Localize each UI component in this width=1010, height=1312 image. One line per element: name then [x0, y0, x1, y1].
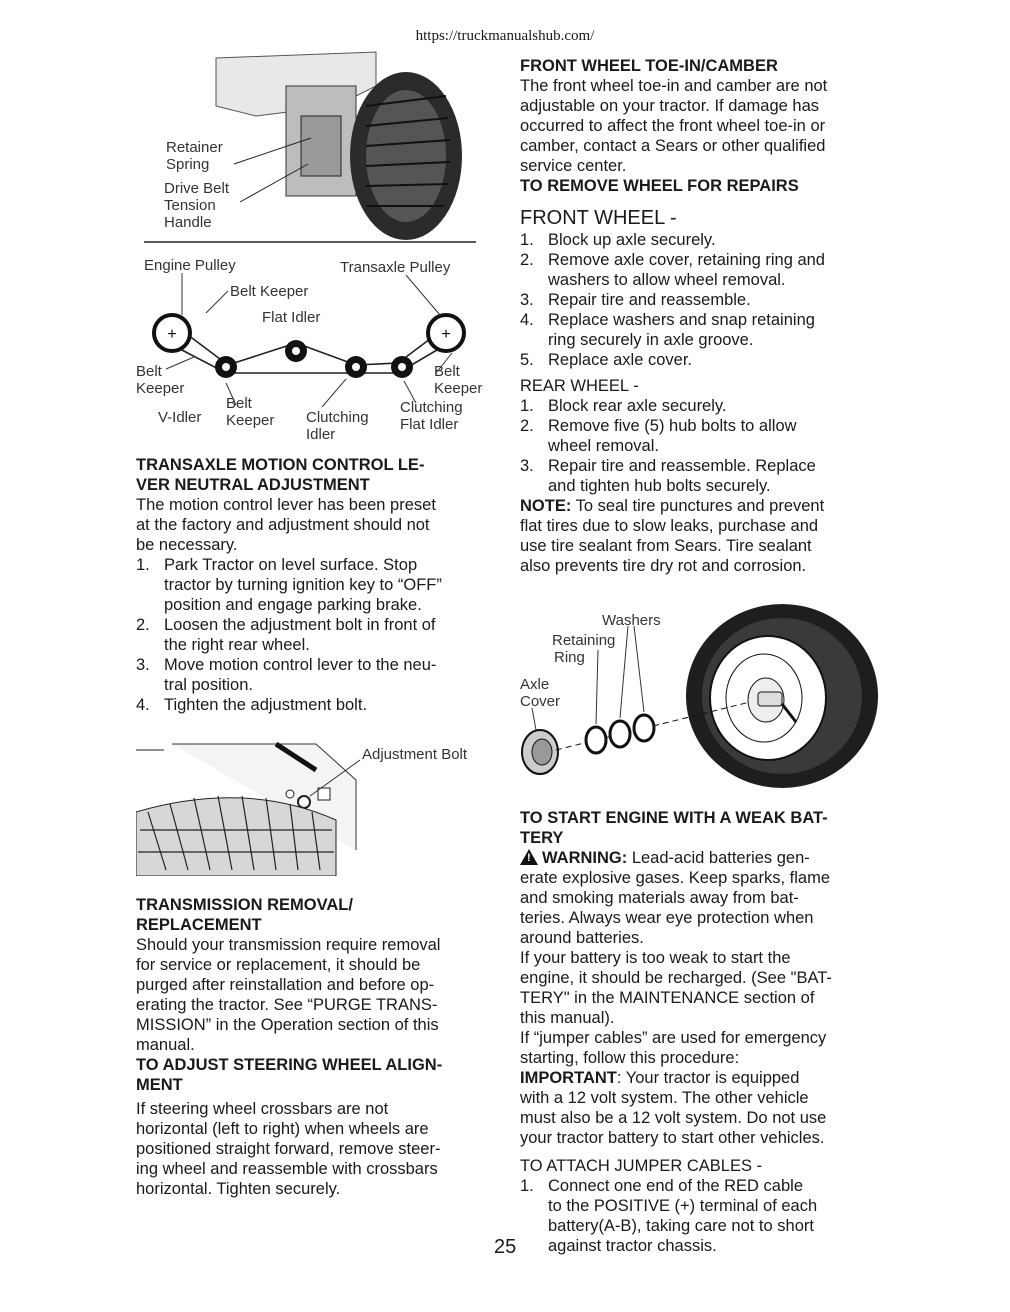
engine-pulley-label: Engine Pulley	[144, 257, 236, 274]
steering-body: If steering wheel crossbars are not horizontal (left to right) when wheels are positioned straight forward, remove steer- ing wheel and reassemble with crossbars horizontal. Tighten securely.	[136, 1100, 441, 1198]
remove-wheel-heading: TO REMOVE WHEEL FOR REPAIRS	[520, 177, 799, 195]
important-label: IMPORTANT	[520, 1069, 617, 1087]
drive-belt-label: Drive Belt Tension Handle	[164, 180, 230, 231]
rear-wheel-title: REAR WHEEL -	[520, 377, 639, 395]
weak-battery-heading: TO START ENGINE WITH A WEAK BAT- TERY	[520, 809, 828, 847]
list-item: 4. Tighten the adjustment bolt.	[136, 696, 368, 714]
clutching-flat-idler-label: Clutching Flat Idler	[400, 399, 463, 433]
list-item: 1. Connect one end of the RED cable to the POSITIVE (+) terminal of each battery(A-B), taking care not to short against tractor chassis.	[520, 1177, 818, 1255]
list-item: 2. Remove five (5) hub bolts to allow wheel removal.	[520, 417, 797, 455]
list-item: 3. Repair tire and reassemble. Replace and tighten hub bolts securely.	[520, 457, 816, 495]
svg-text:+: +	[167, 326, 177, 343]
list-item: 2. Remove axle cover, retaining ring and washers to allow wheel removal.	[520, 251, 825, 289]
v-idler-label: V-Idler	[158, 409, 202, 426]
transmission-heading: TRANSMISSION REMOVAL/ REPLACEMENT	[136, 896, 353, 934]
belt-keeper-left-label: Belt Keeper	[136, 363, 185, 397]
belt-keeper-top-label: Belt Keeper	[230, 283, 309, 300]
washers-label: Washers	[602, 612, 661, 629]
axle-cover-label: Axle Cover	[520, 676, 561, 710]
transaxle-section	[136, 455, 488, 715]
note-paragraph: NOTE: To seal tire punctures and prevent flat tires due to slow leaks, purchase and use tire sealant from Sears. Tire sealant also prevents tire dry rot and corrosion.	[520, 497, 825, 575]
svg-text:+: +	[441, 326, 451, 343]
recharge-paragraph: If your battery is too weak to start the engine, it should be recharged. (See "BAT- TERY" in the MAINTENANCE section of this manual).	[520, 949, 832, 1027]
note-label: NOTE:	[520, 497, 572, 515]
weak-battery-section	[520, 808, 880, 1256]
adjustment-bolt-figure	[136, 740, 488, 876]
transaxle-pulley-label: Transaxle Pulley	[340, 259, 451, 276]
list-item: 4. Replace washers and snap retaining ring securely in axle groove.	[520, 311, 815, 349]
list-item: 1. Block rear axle securely.	[520, 397, 727, 415]
front-wheel-title: FRONT WHEEL -	[520, 207, 677, 229]
steering-heading: TO ADJUST STEERING WHEEL ALIGN- MENT	[136, 1056, 443, 1094]
attach-jumper-steps	[520, 1176, 880, 1256]
retainer-spring-label: Retainer Spring	[166, 139, 223, 173]
jumper-cables-paragraph: If “jumper cables” are used for emergency starting, follow this procedure:	[520, 1029, 827, 1067]
belt-keeper-right-label: Belt Keeper	[434, 363, 483, 397]
list-item: 3. Move motion control lever to the neu- tral position.	[136, 656, 437, 694]
warning-paragraph: ! WARNING: Lead-acid batteries gen- erate explosive gases. Keep sparks, flame and smoking materials away from bat- teries. Always wear eye protection when around batteries.	[520, 849, 830, 947]
list-item: 2. Loosen the adjustment bolt in front of the right rear wheel.	[136, 616, 436, 654]
list-item: 1. Park Tractor on level surface. Stop tractor by turning ignition key to “OFF” position and engage parking brake.	[136, 556, 442, 614]
transaxle-intro: The motion control lever has been preset at the factory and adjustment should not be necessary.	[136, 496, 436, 554]
front-wheel-steps	[520, 230, 880, 370]
attach-jumper-title: TO ATTACH JUMPER CABLES -	[520, 1157, 763, 1175]
page-number: 25	[494, 1236, 517, 1258]
transaxle-steps	[136, 555, 488, 715]
transmission-section	[136, 895, 488, 1199]
toe-in-heading: FRONT WHEEL TOE-IN/CAMBER	[520, 57, 778, 75]
belt-routing-figure	[136, 255, 488, 447]
adjustment-bolt-label: Adjustment Bolt	[362, 746, 468, 763]
clutching-idler-label: Clutching Idler	[306, 409, 369, 443]
toe-in-section	[520, 56, 880, 576]
warning-icon: !	[520, 849, 538, 865]
list-item: 1. Block up axle securely.	[520, 231, 716, 249]
warning-label: WARNING:	[542, 849, 628, 867]
belt-keeper-bottom-label: Belt Keeper	[226, 395, 275, 429]
retaining-ring-label: Retaining Ring	[552, 632, 616, 666]
wheel-exploded-illustration	[520, 592, 880, 788]
flat-idler-label: Flat Idler	[262, 309, 321, 326]
transaxle-heading: TRANSAXLE MOTION CONTROL LE- VER NEUTRAL ADJUSTMENT	[136, 456, 425, 494]
list-item: 3. Repair tire and reassemble.	[520, 291, 751, 309]
important-paragraph: IMPORTANT: Your tractor is equipped with a 12 volt system. The other vehicle must also be a 12 volt system. Do not use your tractor battery to start other vehicles.	[520, 1069, 827, 1147]
retainer-spring-figure	[136, 46, 488, 246]
toe-in-body: The front wheel toe-in and camber are not adjustable on your tractor. If damage has occurred to affect the front wheel toe-in or camber, contact a Sears or other qualified service center.	[520, 77, 828, 175]
source-url: https://truckmanualshub.com/	[415, 28, 595, 44]
rear-wheel-steps	[520, 396, 880, 496]
list-item: 5. Replace axle cover.	[520, 351, 692, 369]
wheel-assembly-figure	[520, 592, 880, 788]
transmission-body: Should your transmission require removal for service or replacement, it should be purged after reinstallation and before op- erating the tractor. See “PURGE TRANS- MISSION” in the Operation section of this manual.	[136, 936, 441, 1054]
